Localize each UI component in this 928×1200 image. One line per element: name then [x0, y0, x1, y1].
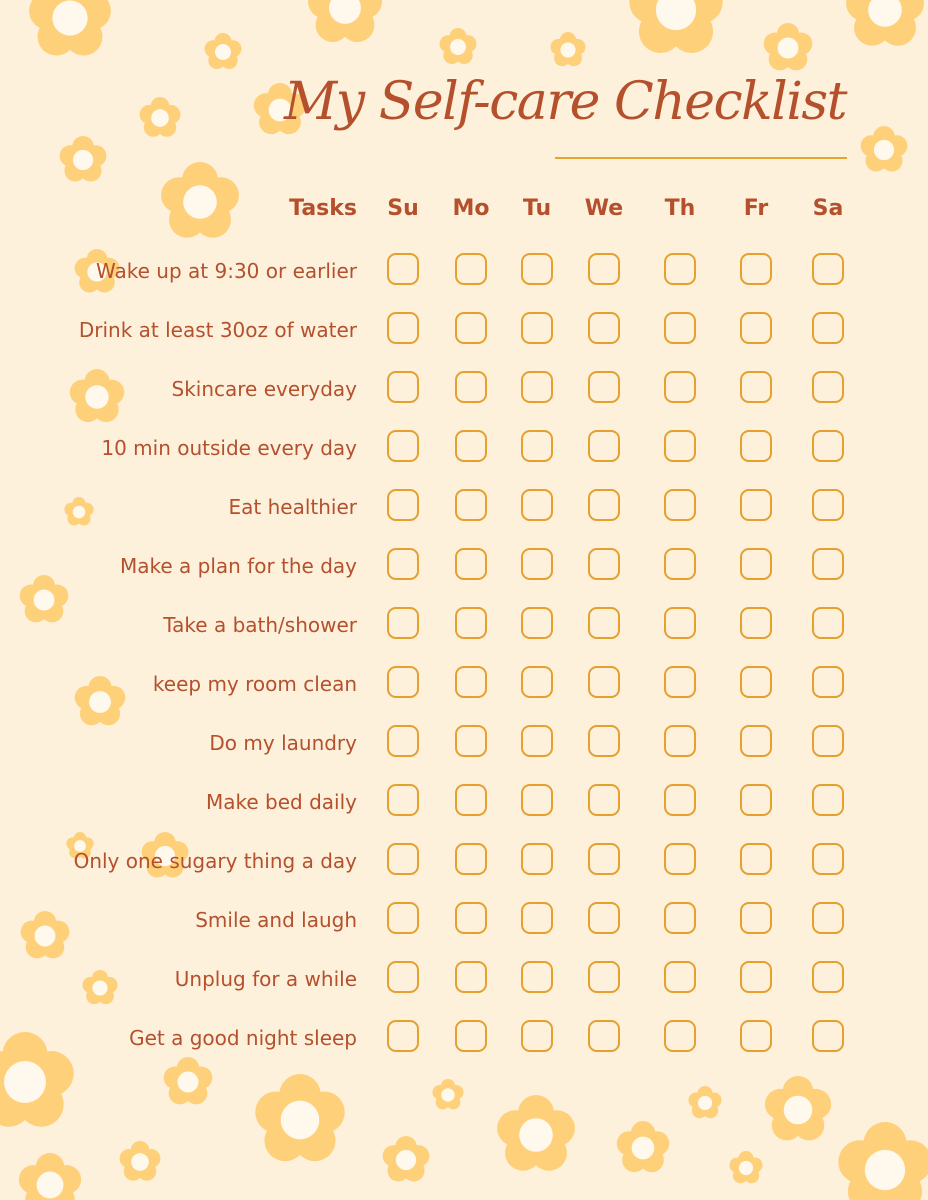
checklist-row	[0, 251, 928, 291]
title-underline	[555, 157, 847, 159]
flower-icon	[383, 1136, 430, 1181]
checkbox-fr[interactable]	[740, 548, 772, 580]
flower-icon	[617, 1121, 670, 1172]
checkbox-we[interactable]	[588, 843, 620, 875]
flower-icon	[255, 1074, 345, 1161]
checkbox-we[interactable]	[588, 666, 620, 698]
checkbox-fr[interactable]	[740, 607, 772, 639]
task-label: Smile and laugh	[195, 908, 357, 932]
checkbox-we[interactable]	[588, 961, 620, 993]
flower-icon	[205, 33, 242, 69]
task-label: Make bed daily	[206, 790, 357, 814]
checkbox-sa[interactable]	[812, 489, 844, 521]
checkbox-su[interactable]	[387, 253, 419, 285]
checkbox-sa[interactable]	[812, 371, 844, 403]
checkbox-mo[interactable]	[455, 725, 487, 757]
checkbox-sa[interactable]	[812, 784, 844, 816]
checkbox-we[interactable]	[588, 371, 620, 403]
checkbox-fr[interactable]	[740, 725, 772, 757]
task-label: Wake up at 9:30 or earlier	[96, 259, 357, 283]
flower-icon	[60, 136, 107, 181]
checkbox-we[interactable]	[588, 784, 620, 816]
checkbox-th[interactable]	[664, 725, 696, 757]
checklist-row	[0, 959, 928, 999]
checkbox-su[interactable]	[387, 902, 419, 934]
checkbox-sa[interactable]	[812, 843, 844, 875]
tasks-column-header: Tasks	[289, 196, 357, 221]
checklist-row	[0, 664, 928, 704]
checkbox-th[interactable]	[664, 548, 696, 580]
flower-icon	[19, 1153, 81, 1200]
checkbox-su[interactable]	[387, 489, 419, 521]
checkbox-we[interactable]	[588, 253, 620, 285]
day-header-fr: Fr	[743, 196, 769, 221]
checklist-row	[0, 841, 928, 881]
checkbox-mo[interactable]	[455, 666, 487, 698]
day-header-mo: Mo	[452, 196, 490, 221]
checkbox-fr[interactable]	[740, 489, 772, 521]
page-title: My Self-care Checklist	[284, 72, 846, 132]
checkbox-we[interactable]	[588, 548, 620, 580]
checkbox-mo[interactable]	[455, 548, 487, 580]
checkbox-fr[interactable]	[740, 312, 772, 344]
checkbox-tu[interactable]	[521, 843, 553, 875]
task-label: Unplug for a while	[174, 967, 357, 991]
checkbox-mo[interactable]	[455, 489, 487, 521]
checkbox-su[interactable]	[387, 430, 419, 462]
flower-icon	[440, 28, 477, 64]
task-label: Only one sugary thing a day	[73, 849, 357, 873]
checkbox-fr[interactable]	[740, 666, 772, 698]
checkbox-mo[interactable]	[455, 961, 487, 993]
checkbox-su[interactable]	[387, 607, 419, 639]
checkbox-sa[interactable]	[812, 725, 844, 757]
checkbox-sa[interactable]	[812, 548, 844, 580]
checkbox-th[interactable]	[664, 784, 696, 816]
checkbox-th[interactable]	[664, 666, 696, 698]
checkbox-fr[interactable]	[740, 430, 772, 462]
flower-icon	[120, 1141, 161, 1181]
flower-icon	[764, 23, 813, 70]
checkbox-su[interactable]	[387, 312, 419, 344]
checkbox-we[interactable]	[588, 902, 620, 934]
checkbox-tu[interactable]	[521, 548, 553, 580]
checkbox-we[interactable]	[588, 725, 620, 757]
checklist-row	[0, 369, 928, 409]
checkbox-tu[interactable]	[521, 607, 553, 639]
checkbox-mo[interactable]	[455, 1020, 487, 1052]
flower-icon	[688, 1086, 721, 1118]
checkbox-mo[interactable]	[455, 902, 487, 934]
checkbox-we[interactable]	[588, 312, 620, 344]
checkbox-th[interactable]	[664, 843, 696, 875]
checkbox-tu[interactable]	[521, 312, 553, 344]
checkbox-sa[interactable]	[812, 1020, 844, 1052]
flower-icon	[29, 0, 111, 56]
checkbox-th[interactable]	[664, 430, 696, 462]
checkbox-su[interactable]	[387, 961, 419, 993]
flower-icon	[861, 126, 908, 171]
checkbox-sa[interactable]	[812, 961, 844, 993]
checkbox-th[interactable]	[664, 489, 696, 521]
checkbox-fr[interactable]	[740, 784, 772, 816]
checkbox-th[interactable]	[664, 371, 696, 403]
task-label: keep my room clean	[152, 672, 357, 696]
checkbox-tu[interactable]	[521, 489, 553, 521]
checklist-row	[0, 782, 928, 822]
checkbox-mo[interactable]	[455, 843, 487, 875]
flower-icon	[765, 1076, 831, 1140]
checklist-row	[0, 310, 928, 350]
checkbox-su[interactable]	[387, 1020, 419, 1052]
checkbox-tu[interactable]	[521, 725, 553, 757]
day-header-tu: Tu	[522, 196, 552, 221]
checkbox-fr[interactable]	[740, 843, 772, 875]
checkbox-tu[interactable]	[521, 666, 553, 698]
checkbox-fr[interactable]	[740, 1020, 772, 1052]
checkbox-sa[interactable]	[812, 666, 844, 698]
checkbox-th[interactable]	[664, 253, 696, 285]
checkbox-tu[interactable]	[521, 1020, 553, 1052]
checklist-row	[0, 723, 928, 763]
checkbox-th[interactable]	[664, 902, 696, 934]
checklist-row	[0, 1018, 928, 1058]
flower-icon	[846, 0, 924, 46]
checkbox-sa[interactable]	[812, 312, 844, 344]
flower-icon	[432, 1079, 463, 1109]
checkbox-th[interactable]	[664, 961, 696, 993]
checkbox-th[interactable]	[664, 312, 696, 344]
checkbox-tu[interactable]	[521, 430, 553, 462]
checkbox-fr[interactable]	[740, 902, 772, 934]
task-label: Eat healthier	[228, 495, 357, 519]
checklist-row	[0, 546, 928, 586]
checklist-row	[0, 428, 928, 468]
day-header-th: Th	[664, 196, 696, 221]
checkbox-fr[interactable]	[740, 371, 772, 403]
task-label: Make a plan for the day	[119, 554, 357, 578]
checkbox-sa[interactable]	[812, 253, 844, 285]
task-label: Do my laundry	[209, 731, 357, 755]
checkbox-mo[interactable]	[455, 253, 487, 285]
checkbox-we[interactable]	[588, 1020, 620, 1052]
checkbox-mo[interactable]	[455, 784, 487, 816]
flower-icon	[140, 97, 181, 137]
task-label: Get a good night sleep	[129, 1026, 357, 1050]
day-header-we: We	[584, 196, 624, 221]
checkbox-we[interactable]	[588, 489, 620, 521]
checklist-row	[0, 900, 928, 940]
task-label: Skincare everyday	[171, 377, 357, 401]
checkbox-tu[interactable]	[521, 961, 553, 993]
checkbox-su[interactable]	[387, 843, 419, 875]
checkbox-tu[interactable]	[521, 902, 553, 934]
flower-icon	[838, 1122, 928, 1200]
checkbox-su[interactable]	[387, 548, 419, 580]
checkbox-tu[interactable]	[521, 784, 553, 816]
checkbox-th[interactable]	[664, 1020, 696, 1052]
checkbox-su[interactable]	[387, 784, 419, 816]
checkbox-fr[interactable]	[740, 253, 772, 285]
checkbox-sa[interactable]	[812, 607, 844, 639]
task-label: 10 min outside every day	[101, 436, 357, 460]
checkbox-mo[interactable]	[455, 430, 487, 462]
checkbox-tu[interactable]	[521, 253, 553, 285]
day-header-su: Su	[387, 196, 419, 221]
checklist-row	[0, 487, 928, 527]
checkbox-sa[interactable]	[812, 902, 844, 934]
checkbox-tu[interactable]	[521, 371, 553, 403]
checkbox-mo[interactable]	[455, 312, 487, 344]
flower-icon	[497, 1095, 575, 1171]
flower-icon	[161, 162, 239, 238]
checkbox-we[interactable]	[588, 607, 620, 639]
day-header-sa: Sa	[812, 196, 844, 221]
checkbox-fr[interactable]	[740, 961, 772, 993]
checkbox-sa[interactable]	[812, 430, 844, 462]
flower-icon	[550, 32, 585, 66]
task-label: Drink at least 30oz of water	[78, 318, 357, 342]
checklist-row	[0, 605, 928, 645]
checkbox-su[interactable]	[387, 666, 419, 698]
checkbox-mo[interactable]	[455, 371, 487, 403]
flower-icon	[729, 1151, 762, 1183]
checkbox-we[interactable]	[588, 430, 620, 462]
checkbox-th[interactable]	[664, 607, 696, 639]
checkbox-mo[interactable]	[455, 607, 487, 639]
checkbox-su[interactable]	[387, 371, 419, 403]
flower-icon	[629, 0, 722, 53]
checkbox-su[interactable]	[387, 725, 419, 757]
task-label: Take a bath/shower	[163, 613, 357, 637]
flower-icon	[308, 0, 382, 42]
flower-icon	[164, 1057, 213, 1104]
